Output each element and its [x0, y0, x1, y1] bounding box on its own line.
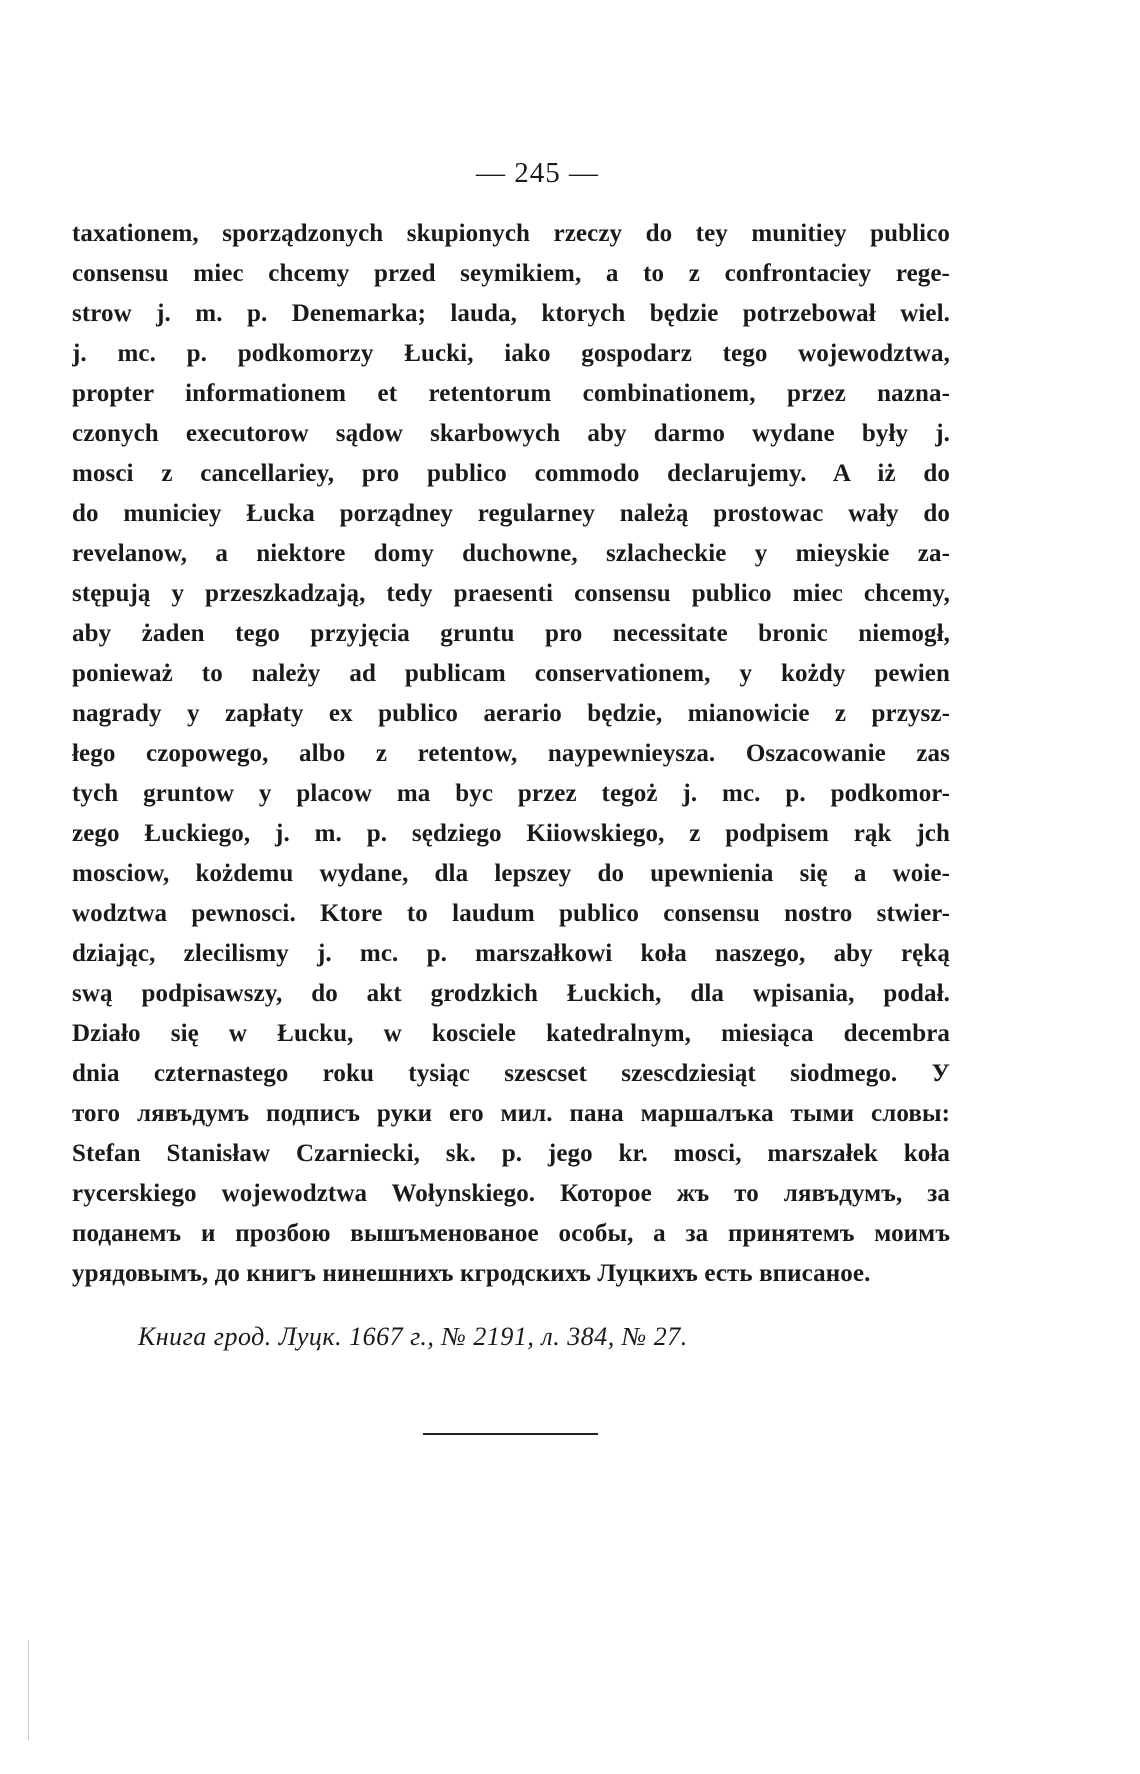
text-line: strow j. m. p. Denemarka; lauda, ktorych będzie potrzebował wiel.: [72, 300, 950, 327]
text-line: dnia czternastego roku tysiąc szescset szescdziesiąt siodmego. У: [72, 1060, 950, 1087]
text-line: aby żaden tego przyjęcia gruntu pro necessitate bronic niemogł,: [72, 620, 950, 647]
text-line: rycerskiego wojewodztwa Wołynskiego. Которое жъ то лявъдумъ, за: [72, 1180, 950, 1207]
text-line: mosci z cancellariey, pro publico commodo declarujemy. A iż do: [72, 460, 950, 487]
text-line: того лявъдумъ подписъ руки его мил. пана маршалъка тыми словы:: [72, 1100, 950, 1127]
page-number: — 245 —: [476, 157, 599, 189]
text-line: do municiey Łucka porządney regularney należą prostowac wały do: [72, 500, 950, 527]
text-line: nagrady y zapłaty ex publico aerario będzie, mianowicie z przysz-: [72, 700, 950, 727]
text-line: swą podpisawszy, do akt grodzkich Łuckich, dla wpisania, podał.: [72, 980, 950, 1007]
text-line: czonych executorow sądow skarbowych aby darmo wydane były j.: [72, 420, 950, 447]
text-line: taxationem, sporządzonych skupionych rzeczy do tey munitiey publico: [72, 220, 950, 247]
text-line: zego Łuckiego, j. m. p. sędziego Kiiowskiego, z podpisem rąk jch: [72, 820, 950, 847]
text-line: mosciow, kożdemu wydane, dla lepszey do upewnienia się a woie-: [72, 860, 950, 887]
text-line: łego czopowego, albo z retentow, naypewnieysza. Oszacowanie zas: [72, 740, 950, 767]
text-line: урядовымъ, до книгъ нинешнихъ кгродскихъ Луцкихъ есть вписаное.: [72, 1260, 871, 1287]
text-line: revelanow, a niektore domy duchowne, szlacheckie y mieyskie za-: [72, 540, 950, 567]
text-line: wodztwa pewnosci. Ktore to laudum publico consensu nostro stwier-: [72, 900, 950, 927]
text-line: propter informationem et retentorum combinationem, przez nazna-: [72, 380, 950, 407]
text-line: stępują y przeszkadzają, tedy praesenti consensu publico miec chcemy,: [72, 580, 950, 607]
margin-mark: [28, 1640, 29, 1740]
body-text: [72, 214, 950, 1294]
text-line: ponieważ to należy ad publicam conservationem, y kożdy pewien: [72, 660, 950, 687]
text-line: consensu miec chcemy przed seymikiem, a to z confrontaciey rege-: [72, 260, 950, 287]
text-line: dziając, zlecilismy j. mc. p. marszałkowi koła naszego, aby ręką: [72, 940, 950, 967]
text-line: j. mc. p. podkomorzy Łucki, iako gospodarz tego wojewodztwa,: [72, 340, 950, 367]
section-divider: [423, 1433, 598, 1435]
source-citation: Книга грод. Луцк. 1667 г., № 2191, л. 384, № 27.: [138, 1322, 688, 1351]
text-line: tych gruntow y placow ma byc przez tegoż j. mc. p. podkomor-: [72, 780, 950, 807]
text-line: Działo się w Łucku, w kosciele katedralnym, miesiąca decembra: [72, 1020, 950, 1047]
text-line: поданемъ и прозбою вышъменованое особы, а за принятемъ моимъ: [72, 1220, 950, 1247]
text-line: Stefan Stanisław Czarniecki, sk. p. jego kr. mosci, marszałek koła: [72, 1140, 950, 1167]
